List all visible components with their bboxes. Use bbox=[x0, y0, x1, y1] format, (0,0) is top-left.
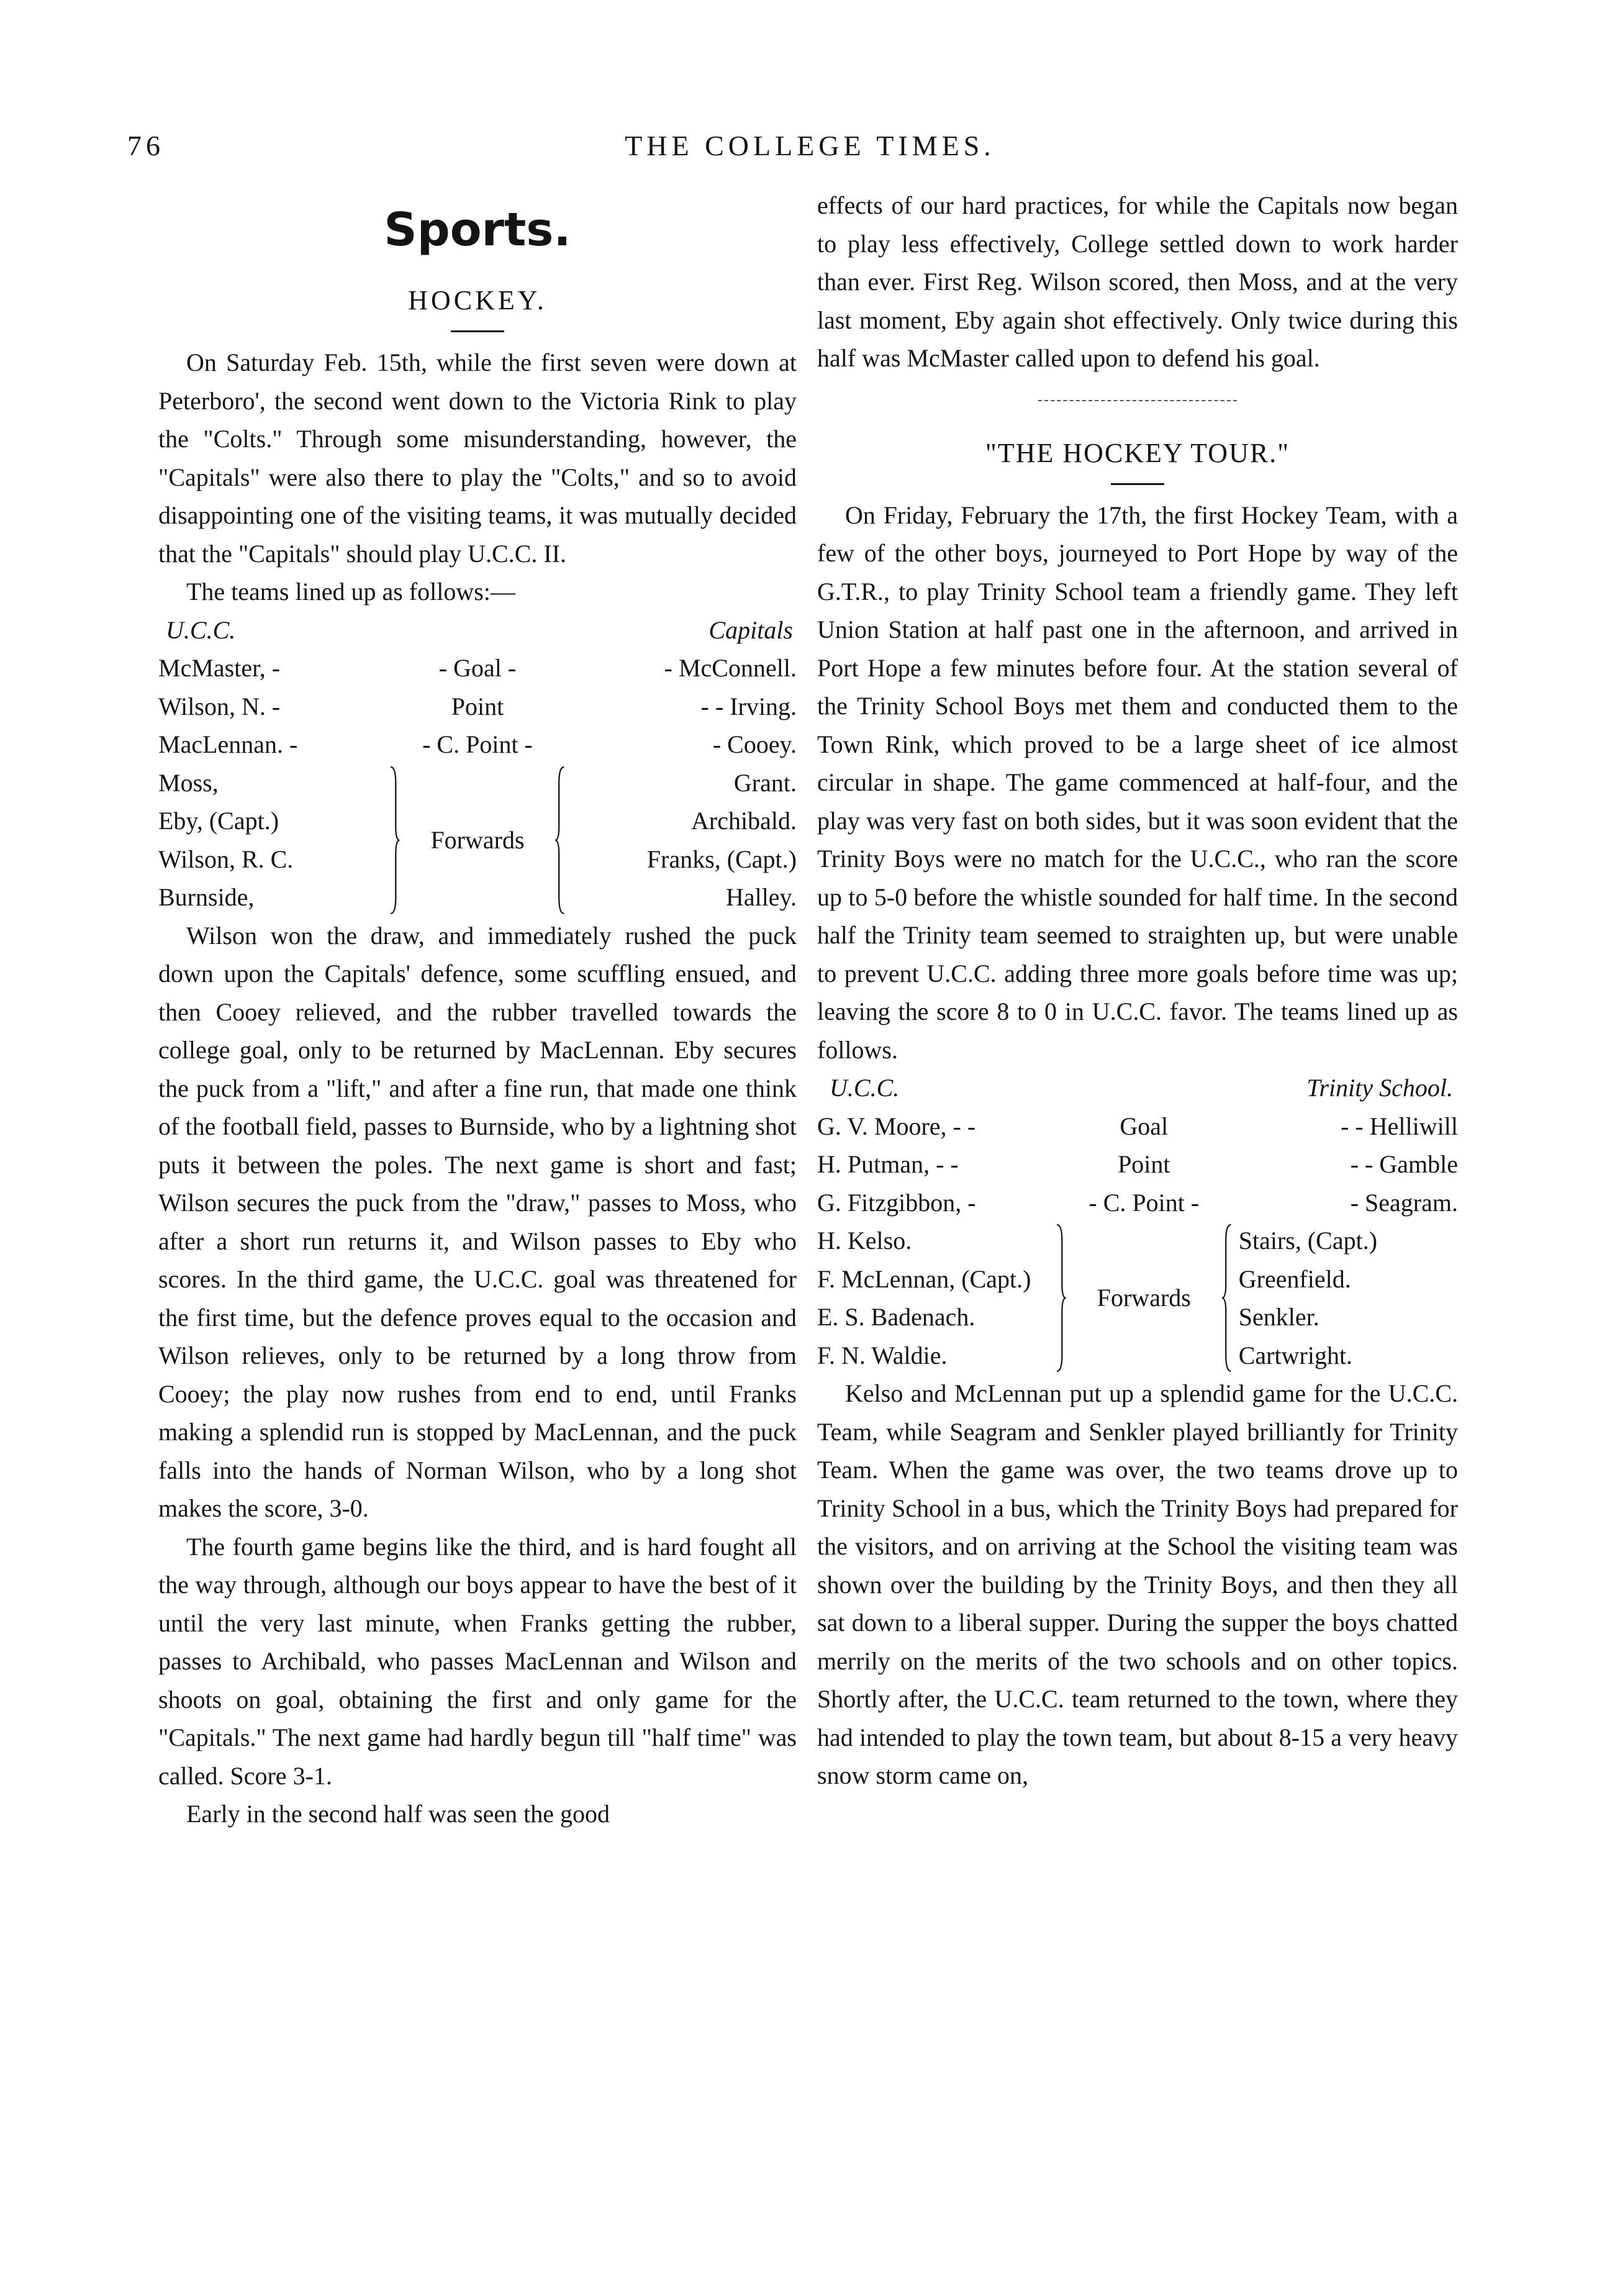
section-title: Sports. bbox=[384, 203, 571, 256]
home-forward: F. N. Waldie. bbox=[817, 1341, 948, 1369]
left-column bbox=[158, 186, 797, 1833]
lineup-header bbox=[817, 1069, 1458, 1107]
left-brace-icon bbox=[1221, 1222, 1234, 1374]
position: Goal bbox=[1120, 1112, 1169, 1140]
away-player: - Seagram. bbox=[1350, 1188, 1458, 1217]
away-player: - - Helliwill bbox=[1341, 1112, 1458, 1140]
away-player: - Cooey. bbox=[712, 730, 797, 758]
home-forward: Moss, bbox=[158, 768, 219, 797]
article-paragraph: effects of our hard practices, for while the Capitals now began to play less effectively, College settled down to work harder than ever. First Reg. Wilson scored, then Moss, and at the very last moment, Eby again shot effectively. Only twice during this half was McMaster called upon to defend his goal. bbox=[817, 191, 1458, 372]
lineup-row bbox=[158, 649, 797, 687]
right-brace-icon bbox=[388, 765, 401, 916]
position: - Goal - bbox=[438, 654, 517, 682]
away-forward: Grant. bbox=[733, 768, 797, 797]
home-forward: F. McLennan, (Capt.) bbox=[817, 1264, 1031, 1293]
away-forwards bbox=[1234, 1222, 1458, 1374]
lineup-row bbox=[817, 1145, 1458, 1184]
home-forwards bbox=[158, 764, 388, 917]
home-player: MacLennan. - bbox=[158, 730, 298, 758]
lineup-row bbox=[158, 725, 797, 764]
section-divider bbox=[1038, 400, 1237, 401]
running-head bbox=[0, 124, 1620, 174]
right-column bbox=[817, 186, 1458, 1795]
home-forward: E. S. Badenach. bbox=[817, 1303, 975, 1331]
home-team-label: U.C.C. bbox=[166, 615, 236, 644]
lineup-header bbox=[158, 611, 797, 650]
home-player: G. Fitzgibbon, - bbox=[817, 1188, 976, 1217]
right-brace-icon bbox=[1054, 1222, 1067, 1374]
heading-rule bbox=[1111, 483, 1164, 485]
home-player: G. V. Moore, - - bbox=[817, 1112, 976, 1140]
lineup-intro: The teams lined up as follows:— bbox=[186, 578, 515, 606]
position: Point bbox=[1118, 1150, 1170, 1178]
article-paragraph: On Friday, February the 17th, the first Hockey Team, with a few of the other boys, journeyed to Port Hope by way of the G.T.R., to play Trinity School team a friendly game. They left Union Station at half past one in the afternoon, and arrived in Port Hope a few minutes before four. At the station several of the Trinity School Boys met them and conducted them to the Town Rink, which proved to be a large sheet of ice almost circular in shape. The game commenced at half-four, and the play was very fast on both sides, but it was soon evident that the Trinity Boys were no match for the U.C.C., who ran the score up to 5-0 before the whistle sounded for half time. In the second half the Trinity team seemed to straighten up, but were unable to prevent U.C.C. adding three more goals before time was up; leaving the score 8 to 0 in U.C.C. favor. The teams lined up as follows. bbox=[817, 501, 1458, 1064]
away-team-label: Capitals bbox=[708, 615, 793, 644]
away-forward: Archibald. bbox=[691, 807, 797, 835]
away-player: - McConnell. bbox=[664, 654, 797, 682]
lineup-table bbox=[817, 1069, 1458, 1374]
away-forward: Franks, (Capt.) bbox=[646, 845, 797, 873]
away-player: - - Gamble bbox=[1350, 1150, 1458, 1178]
away-forward: Greenfield. bbox=[1238, 1264, 1351, 1293]
article-paragraph: Kelso and McLennan put up a splendid game for the U.C.C. Team, while Seagram and Senkler played brilliantly for Trinity Team. When the game was over, the two teams drove up to Trinity School in a bus, which the Trinity Boys had prepared for the visitors, and on arriving at the School the visiting team was shown over the building by the Trinity Boys, and then they all sat down to a liberal supper. During the supper the boys chatted merrily on the merits of the two schools and on other topics. Shortly after, the U.C.C. team returned to the town, where they had intended to play the town team, but about 8-15 a very heavy snow storm came on, bbox=[817, 1379, 1458, 1789]
position: - C. Point - bbox=[1088, 1188, 1200, 1217]
article-paragraph: Wilson won the draw, and immediately rushed the puck down upon the Capitals' defence, some scuffling ensued, and then Cooey relieved, and the rubber travelled towards the college goal, only to be returned by MacLennan. Eby secures the puck from a "lift," and after a fine run, that made one think of the football field, passes to Burnside, who by a lightning shot puts it between the poles. The next game is short and fast; Wilson secures the puck from the "draw," passes to Moss, who after a short run returns it, and Wilson passes to Eby who scores. In the third game, the U.C.C. goal was threatened for the first time, but the defence proves equal to the occasion and Wilson relieves, only to be returned by a long throw from Cooey; the play now rushes from end to end, until Franks making a splendid run is stopped by MacLennan, and the puck falls into the hands of Norman Wilson, who by a long shot makes the score, 3-0. bbox=[158, 921, 797, 1522]
forwards-label: Forwards bbox=[1097, 1284, 1191, 1312]
home-forward: H. Kelso. bbox=[817, 1227, 912, 1255]
home-forward: Burnside, bbox=[158, 883, 255, 911]
lineup-row bbox=[817, 1107, 1458, 1146]
position: - C. Point - bbox=[422, 730, 533, 758]
lineup-row bbox=[817, 1184, 1458, 1222]
article-paragraph: On Saturday Feb. 15th, while the first seven were down at Peterboro', the second went down to the Victoria Rink to play the "Colts." Through some misunderstanding, however, the "Capitals" were also there to play the "Colts," and so to avoid disappointing one of the visiting teams, it was mutually decided that the "Capitals" should play U.C.C. II. bbox=[158, 348, 797, 568]
article-paragraph: Early in the second half was seen the good bbox=[186, 1800, 610, 1828]
lineup-table bbox=[158, 611, 797, 917]
home-team-label: U.C.C. bbox=[830, 1074, 900, 1102]
home-forwards bbox=[817, 1222, 1054, 1374]
away-forward: Senkler. bbox=[1238, 1303, 1319, 1331]
home-forward: Eby, (Capt.) bbox=[158, 807, 279, 835]
home-forward: Wilson, R. C. bbox=[158, 845, 294, 873]
forwards-label: Forwards bbox=[430, 825, 525, 854]
away-forward: Stairs, (Capt.) bbox=[1238, 1227, 1378, 1255]
lineup-row bbox=[158, 687, 797, 726]
home-player: H. Putman, - - bbox=[817, 1150, 959, 1178]
hockey-heading: HOCKEY. bbox=[408, 285, 547, 315]
home-player: McMaster, - bbox=[158, 654, 281, 682]
home-player: Wilson, N. - bbox=[158, 692, 281, 720]
hockey-tour-heading: "THE HOCKEY TOUR." bbox=[985, 437, 1290, 468]
article-paragraph: The fourth game begins like the third, and is hard fought all the way through, although our boys appear to have the best of it until the very last minute, when Franks getting the rubber, passes to Archibald, who passes MacLennan and Wilson and shoots on goal, obtaining the first and only game for the "Capitals." The next game had hardly begun till "half time" was called. Score 3-1. bbox=[158, 1532, 797, 1790]
away-forward: Halley. bbox=[725, 883, 797, 911]
page-number: 76 bbox=[127, 130, 165, 161]
heading-rule bbox=[451, 330, 504, 332]
forwards-block bbox=[158, 764, 797, 917]
left-brace-icon bbox=[554, 765, 567, 916]
forwards-block bbox=[817, 1222, 1458, 1374]
away-forward: Cartwright. bbox=[1238, 1341, 1353, 1369]
journal-title: THE COLLEGE TIMES. bbox=[625, 130, 995, 161]
away-player: - - Irving. bbox=[700, 692, 797, 720]
position: Point bbox=[451, 692, 504, 720]
away-forwards bbox=[567, 764, 797, 917]
away-team-label: Trinity School. bbox=[1306, 1074, 1453, 1102]
